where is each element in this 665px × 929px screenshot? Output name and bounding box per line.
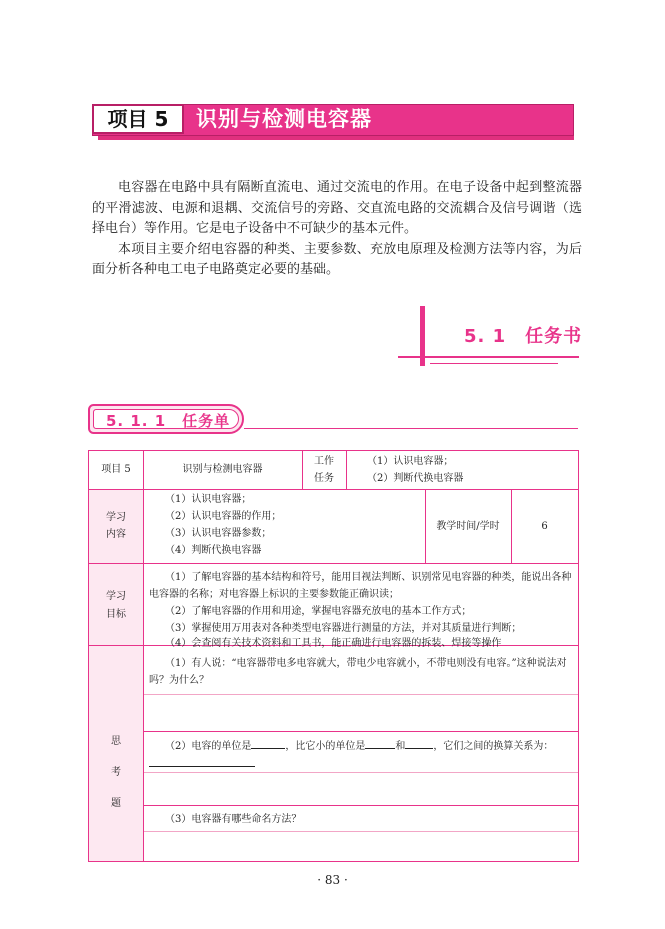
content-label-line2: 内容 — [106, 529, 126, 540]
goal-item: （3）掌握使用万用表对各种类型电容器进行测量的方法，并对其质量进行判断； — [165, 623, 522, 634]
question-divider — [143, 805, 578, 806]
goal-item: （4）会查阅有关技术资料和工具书，能正确进行电容器的拆装、焊接等操作 — [165, 638, 502, 649]
question-divider — [143, 731, 578, 732]
task-item: （1）认识电容器； — [367, 456, 454, 467]
column-divider — [143, 451, 144, 861]
question-3: （3）电容器有哪些命名方法？ — [165, 814, 302, 825]
intro-paragraph-2: 本项目主要介绍电容器的种类、主要参数、充放电原理及检测方法等内容，为后面分析各种电工电子电路奠定必要的基础。 — [92, 241, 582, 277]
project-label: 项目 5 — [92, 104, 184, 134]
goal-item: （2）了解电容器的作用和用途，掌握电容器充放电的基本工作方式； — [165, 606, 472, 617]
section-underline-thin — [430, 363, 558, 364]
intro-text — [92, 178, 582, 281]
teaching-time-label: 教学时间/学时 — [436, 521, 500, 532]
question-2 — [149, 737, 574, 773]
section-underline — [398, 356, 579, 358]
teaching-time-value: 6 — [541, 521, 548, 532]
intro-paragraph-1: 电容器在电路中具有隔断直流电、通过交流电的作用。在电子设备中起到整流器的平滑滤波、电源和退耦、交流信号的旁路、交直流电路的交流耦合及信号调谐（选择电台）等作用。它是电子设备中不可缺少的基本元件。 — [92, 180, 582, 236]
answer-blank[interactable] — [251, 737, 285, 749]
question-2-part-a: （2）电容的单位是 — [165, 741, 252, 752]
section-title: 5. 1 任务书 — [464, 326, 583, 347]
answer-blank[interactable] — [149, 755, 255, 767]
content-label-line1: 学习 — [106, 512, 126, 523]
answer-line — [143, 694, 578, 695]
question-2-part-c: 和 — [395, 741, 406, 752]
row-divider — [89, 563, 578, 564]
project-title: 识别与检测电容器 — [196, 107, 372, 131]
answer-blank[interactable] — [365, 737, 395, 749]
row-divider — [89, 489, 578, 490]
column-divider — [346, 451, 347, 489]
subsection-tab-inner — [93, 409, 239, 429]
question-label-char: 思 — [111, 736, 121, 747]
task-label-line2: 任务 — [314, 473, 334, 484]
question-label-char: 题 — [111, 798, 121, 809]
answer-blank[interactable] — [405, 737, 433, 749]
content-item: （2）认识电容器的作用； — [165, 511, 282, 522]
subsection-rule — [244, 428, 578, 429]
goal-label-line2: 目标 — [106, 609, 126, 620]
subsection-tab — [88, 404, 244, 434]
question-label-char: 考 — [111, 767, 121, 778]
goal-item: （1）了解电容器的基本结构和符号，能用目视法判断、识别常见电容器的种类，能说出各种电容器的名称；对电容器上标识的主要参数能正确识读； — [149, 572, 572, 600]
task-table — [88, 450, 579, 862]
content-item: （4）判断代换电容器 — [165, 545, 262, 556]
question-2-part-b: ，比它小的单位是 — [285, 741, 366, 752]
subsection-title: 5. 1. 1 任务单 — [106, 412, 231, 430]
project-banner — [92, 104, 574, 140]
question-2-part-d: ，它们之间的换算关系为： — [433, 741, 554, 752]
project-cell-name: 识别与检测电容器 — [182, 464, 263, 475]
answer-line — [143, 831, 578, 832]
content-item: （1）认识电容器； — [165, 494, 252, 505]
page-number: · 83 · — [317, 873, 348, 887]
question-1: （1）有人说：“电容器带电多电容就大，带电少电容就小，不带电则没有电容。”这种说法对吗？为什么？ — [149, 658, 567, 686]
task-item: （2）判断代换电容器 — [367, 473, 464, 484]
content-item: （3）认识电容器参数； — [165, 528, 272, 539]
task-label-line1: 工作 — [314, 456, 334, 467]
project-cell-label: 项目 5 — [101, 464, 131, 475]
goal-label-line1: 学习 — [106, 591, 126, 602]
